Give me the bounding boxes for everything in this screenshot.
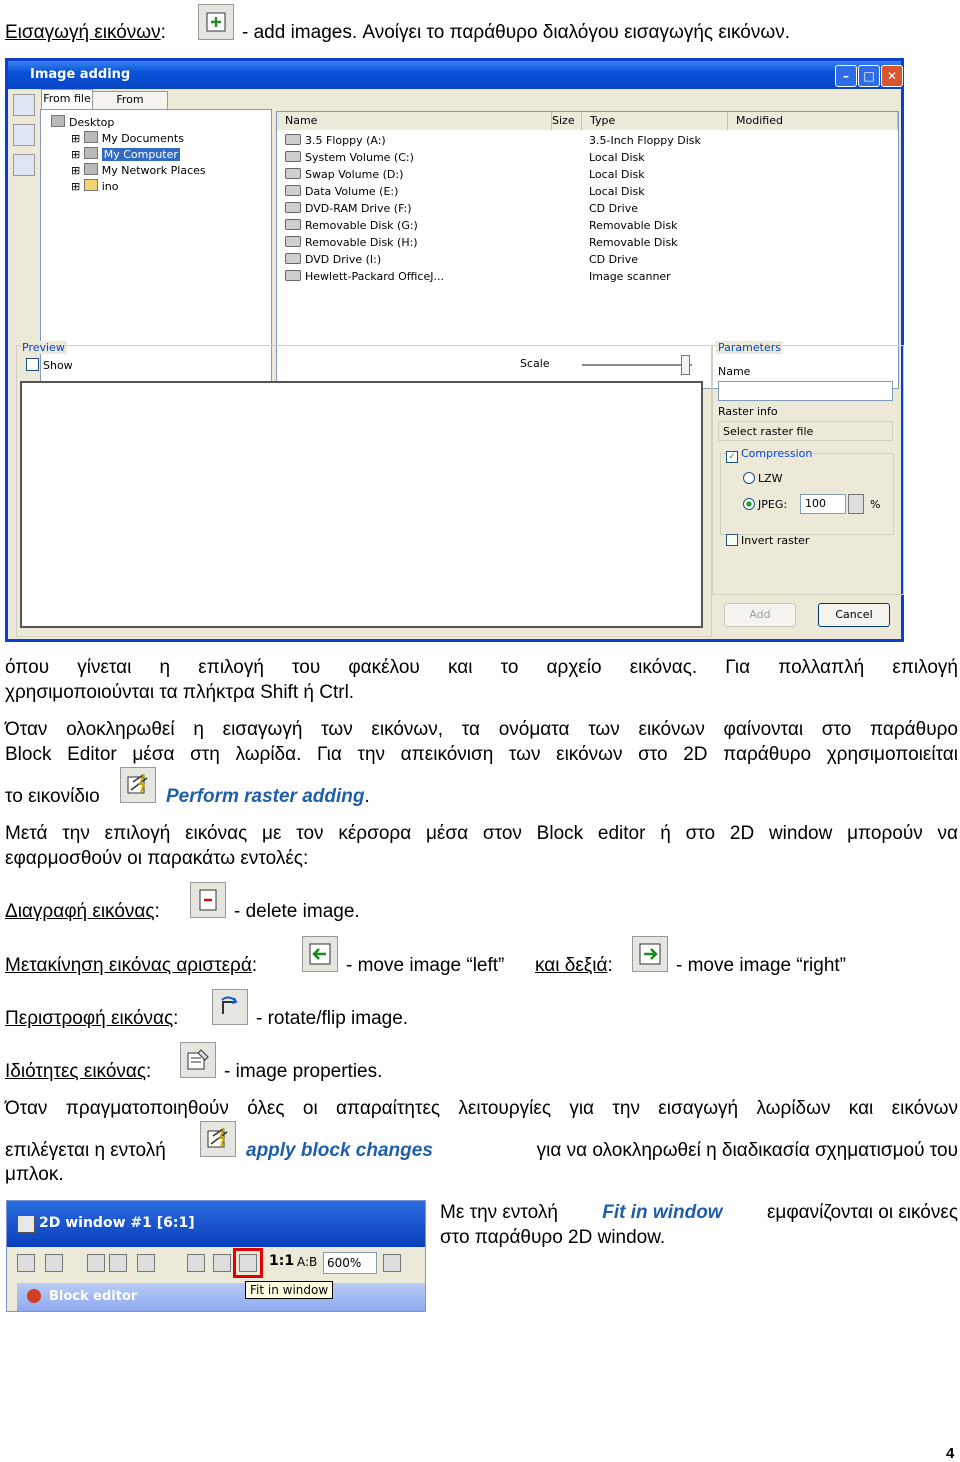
para2-line3: Perform raster adding.: [166, 786, 370, 807]
tree-item-ino[interactable]: ⊞ ino: [71, 180, 119, 193]
crosshair-tool-icon[interactable]: [45, 1254, 63, 1272]
2d-window-toolbar: [7, 1247, 425, 1279]
computer-icon: [84, 147, 98, 159]
zoom-out-icon[interactable]: [213, 1254, 231, 1272]
para2-line1: Όταν ολοκληρωθεί η εισαγωγή των εικόνων, τα ονόματα των εικόνων φαίνονται στο παράθυρο: [5, 719, 958, 740]
quality-stepper-icon[interactable]: [848, 494, 864, 514]
ab-label[interactable]: A:B: [297, 1255, 318, 1269]
raster-info-value: Select raster file: [718, 421, 893, 441]
para4-line2: apply block changes για να ολοκληρωθεί η διαδικασία σχηματισμού του: [246, 1140, 958, 1161]
name-label: Name: [718, 365, 751, 378]
tree-item-my-documents[interactable]: ⊞ My Documents: [71, 132, 184, 145]
tab-from-resource[interactable]: From: [92, 91, 168, 111]
tree-item-desktop[interactable]: Desktop: [51, 115, 114, 129]
drive-icon: [285, 236, 301, 247]
jpeg-quality-input[interactable]: 100: [800, 494, 846, 514]
tab-from-file[interactable]: From file: [41, 89, 93, 110]
2d-window-screenshot: [6, 1200, 426, 1312]
ratio-label[interactable]: 1:1: [269, 1253, 295, 1269]
layout-icon[interactable]: [137, 1254, 155, 1272]
compression-checkbox[interactable]: ✓ Compression: [726, 447, 812, 463]
scale-slider-thumb[interactable]: [681, 355, 690, 375]
scale-label: Scale: [520, 357, 550, 370]
drive-icon: [285, 185, 301, 196]
grid-icon[interactable]: [109, 1254, 127, 1272]
tree-item-network[interactable]: ⊞ My Network Places: [71, 164, 206, 177]
block-editor-label: Block editor: [49, 1289, 138, 1304]
rotate-image-link: Περιστροφή εικόνας: [5, 1008, 174, 1029]
close-button[interactable]: ✕: [881, 65, 903, 87]
tree-item-my-computer[interactable]: ⊞ My Computer: [71, 148, 178, 161]
para2-line3a: το εικονίδιο: [5, 786, 100, 807]
zoom-dropdown-icon[interactable]: [383, 1254, 401, 1272]
apply-block-changes-icon: [200, 1121, 236, 1157]
delete-image-desc: - delete image.: [234, 901, 360, 922]
cancel-button[interactable]: Cancel: [818, 603, 890, 627]
move-right-icon: [632, 936, 668, 972]
block-editor-bar: [17, 1283, 425, 1311]
drive-icon: [285, 168, 301, 179]
lzw-radio[interactable]: LZW: [743, 472, 783, 485]
para3-line2: εφαρμοσθούν οι παρακάτω εντολές:: [5, 848, 309, 869]
fit-in-window-text: Fit in window: [602, 1202, 723, 1223]
block-editor-icon: [27, 1289, 41, 1303]
dialog-title: Image adding: [30, 67, 131, 82]
rotate-image-icon: [212, 989, 248, 1025]
file-list[interactable]: Name Size Type Modified 3.5 Floppy (A:) 3.5-Inch Floppy Disk System Volume (C:) Local Disk Swap Volume (D:) Local Disk Data Volume (E:) Local Disk DVD-RAM Drive (F:) CD Drive Removable Disk (G:) Removable Disk Removable Disk (H:) Removable Disk DVD Drive (I:) CD Drive Hewlett-Packard OfficeJ... Image scanner: [276, 111, 899, 389]
para3-line1: Μετά την επιλογή εικόνας με τον κέρσορα μέσα στον Block editor ή στο 2D window μπορούν να: [5, 823, 958, 844]
para1-line1: όπου γίνεται η επιλογή του φακέλου και το αρχείο εικόνας. Για πολλαπλή επιλογή: [5, 657, 958, 678]
refresh-icon[interactable]: [13, 124, 35, 146]
move-right-link: και δεξιά: [535, 955, 608, 976]
network-icon: [84, 163, 98, 175]
page-number: 4: [946, 1445, 955, 1462]
rotate-image-line: Περιστροφή εικόνας:: [5, 1008, 179, 1029]
ruler-icon[interactable]: [87, 1254, 105, 1272]
para1-line2: χρησιμοποιούνται τα πλήκτρα Shift ή Ctrl.: [5, 682, 355, 703]
image-adding-dialog: [5, 58, 904, 642]
move-left-icon: [302, 936, 338, 972]
para4-line2a: επιλέγεται η εντολή: [5, 1140, 166, 1161]
column-name[interactable]: Name: [277, 112, 552, 130]
drive-icon: [285, 151, 301, 162]
add-image-icon: [198, 4, 234, 40]
column-type[interactable]: Type: [582, 112, 728, 130]
folder-icon: [84, 179, 98, 191]
add-button[interactable]: Add: [724, 603, 796, 627]
preview-label: Preview: [22, 341, 65, 354]
select-tool-icon[interactable]: [17, 1254, 35, 1272]
desktop-icon: [51, 115, 65, 127]
image-properties-desc: - image properties.: [224, 1061, 383, 1082]
scale-slider[interactable]: [582, 364, 692, 366]
move-left-desc: - move image “left”: [346, 955, 505, 976]
add-images-desc: - add images. Ανοίγει το παράθυρο διαλόγου εισαγωγής εικόνων.: [242, 22, 790, 43]
fit-in-window-tooltip: Fit in window: [245, 1281, 333, 1299]
dialog-titlebar: [8, 61, 901, 89]
add-images-line: Εισαγωγή εικόνων:: [5, 22, 166, 43]
fit-line2: στο παράθυρο 2D window.: [440, 1227, 666, 1248]
2d-window-app-icon: [17, 1215, 35, 1233]
2d-window-titlebar: [7, 1201, 425, 1247]
folder-icon: [84, 131, 98, 143]
preview-area: [20, 381, 703, 628]
drive-icon: [285, 134, 301, 145]
parameters-label: Parameters: [718, 341, 781, 354]
add-images-link: Εισαγωγή εικόνων: [5, 22, 161, 43]
move-left-link: Μετακίνηση εικόνας αριστερά: [5, 955, 252, 976]
move-left-line: Μετακίνηση εικόνας αριστερά:: [5, 955, 258, 976]
drive-icon: [285, 219, 301, 230]
image-properties-icon: [180, 1042, 216, 1078]
drive-icon: [285, 253, 301, 264]
2d-window-title: 2D window #1 [6:1]: [39, 1215, 195, 1231]
move-right-line: και δεξιά:: [535, 955, 613, 976]
zoom-input[interactable]: 600%: [323, 1252, 377, 1274]
delete-image-link: Διαγραφή εικόνας: [5, 901, 155, 922]
para4-line3: μπλοκ.: [5, 1164, 64, 1185]
scanner-icon: [285, 270, 301, 281]
percent-label: %: [870, 498, 881, 511]
folder-tool-icon[interactable]: [13, 94, 35, 116]
image-properties-link: Ιδιότητες εικόνας: [5, 1061, 147, 1082]
para4-line1: Όταν πραγματοποιηθούν όλες οι απαραίτητες λειτουργίες για την εισαγωγή λωρίδων και εικόνων: [5, 1098, 958, 1119]
show-checkbox[interactable]: Show: [26, 358, 73, 372]
info-icon[interactable]: [13, 154, 35, 176]
delete-image-icon: [190, 882, 226, 918]
apply-block-changes-text: apply block changes: [246, 1140, 433, 1161]
column-modified[interactable]: Modified: [728, 112, 898, 130]
perform-raster-adding-icon: [120, 767, 156, 803]
move-right-desc: - move image “right”: [676, 955, 846, 976]
column-size[interactable]: Size: [552, 112, 582, 130]
para2-line2: Block Editor μέσα στη λωρίδα. Για την απεικόνιση των εικόνων στο 2D παράθυρο χρησιμοποιείται: [5, 744, 958, 765]
minimize-button[interactable]: –: [835, 65, 857, 87]
delete-image-line: Διαγραφή εικόνας:: [5, 901, 160, 922]
raster-info-label: Raster info: [718, 405, 778, 418]
invert-raster-checkbox[interactable]: Invert raster: [726, 534, 809, 547]
fit-in-window-icon[interactable]: [239, 1254, 257, 1272]
jpeg-radio[interactable]: JPEG:: [743, 498, 787, 511]
maximize-button[interactable]: □: [858, 65, 880, 87]
fit-line1: Με την εντολή Fit in window εμφανίζονται οι εικόνες: [440, 1202, 958, 1223]
name-input[interactable]: [718, 381, 893, 401]
perform-raster-adding-text: Perform raster adding: [166, 786, 365, 807]
zoom-in-icon[interactable]: [187, 1254, 205, 1272]
rotate-image-desc: - rotate/flip image.: [256, 1008, 409, 1029]
image-properties-line: Ιδιότητες εικόνας:: [5, 1061, 152, 1082]
drive-icon: [285, 202, 301, 213]
